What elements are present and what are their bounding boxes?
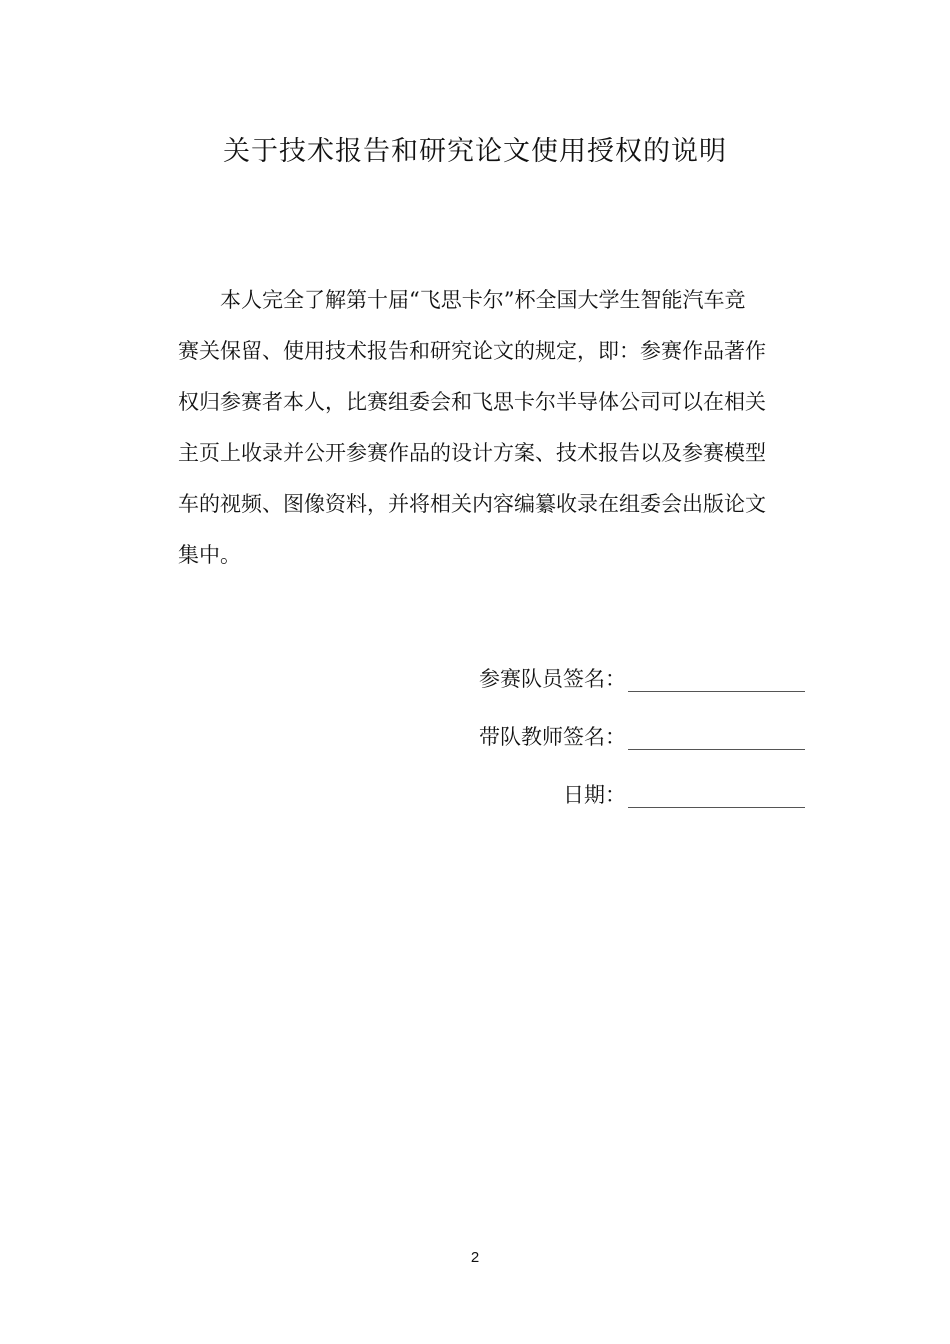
paragraph-line: 本人完全了解第十届“飞思卡尔”杯全国大学生智能汽车竞 bbox=[178, 288, 746, 312]
signature-line-date[interactable] bbox=[628, 779, 805, 808]
signature-row-teacher bbox=[385, 698, 805, 756]
authorization-paragraph bbox=[178, 275, 808, 581]
signature-block bbox=[385, 640, 805, 814]
page-number: 2 bbox=[470, 1249, 480, 1266]
signature-line-team-member[interactable] bbox=[628, 663, 805, 692]
signature-label-date: 日期： bbox=[563, 783, 626, 807]
paragraph-line: 车的视频、图像资料，并将相关内容编纂收录在组委会出版论文 bbox=[178, 492, 766, 516]
paragraph-line: 集中。 bbox=[178, 543, 241, 567]
signature-line-teacher[interactable] bbox=[628, 721, 805, 750]
signature-label-teacher: 带队教师签名： bbox=[479, 725, 626, 749]
page-title: 关于技术报告和研究论文使用授权的说明 bbox=[223, 136, 727, 167]
signature-row-date bbox=[385, 756, 805, 814]
paragraph-line: 主页上收录并公开参赛作品的设计方案、技术报告以及参赛模型 bbox=[178, 441, 766, 465]
signature-label-team-member: 参赛队员签名： bbox=[479, 667, 626, 691]
paragraph-line: 赛关保留、使用技术报告和研究论文的规定，即：参赛作品著作 bbox=[178, 339, 766, 363]
signature-row-team-member bbox=[385, 640, 805, 698]
paragraph-line: 权归参赛者本人，比赛组委会和飞思卡尔半导体公司可以在相关 bbox=[178, 390, 766, 414]
